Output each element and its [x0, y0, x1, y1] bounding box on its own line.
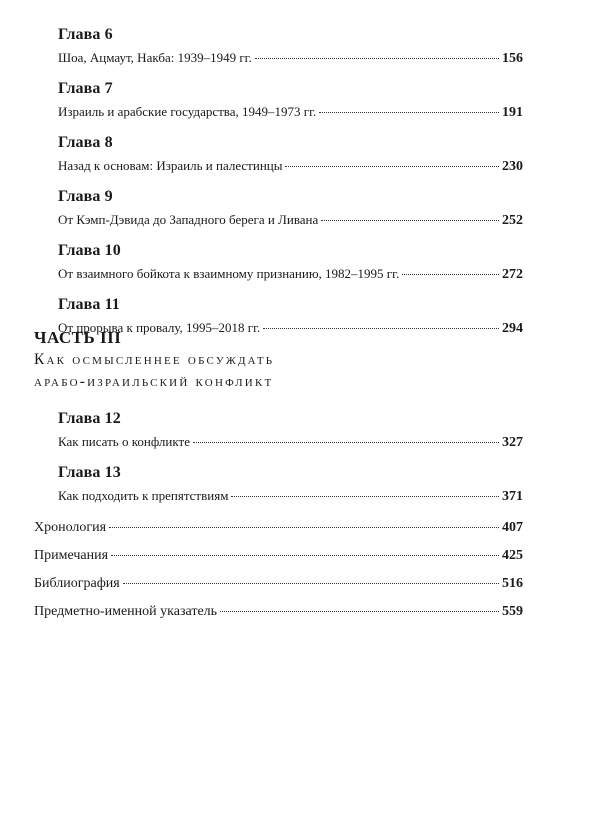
toc-page-number: 425: [502, 548, 523, 563]
part-heading: [34, 328, 534, 392]
chapter-title: Глава 13: [58, 464, 121, 481]
back-matter-entry[interactable]: [34, 604, 523, 632]
toc-entry-title: Как подходить к препятствиям: [58, 488, 229, 503]
chapter-item: [58, 446, 523, 504]
toc-entry-title: Назад к основам: Израиль и палестинцы: [58, 158, 283, 173]
toc-entry-title: Библиография: [34, 576, 120, 591]
toc-page-number: 371: [502, 489, 523, 504]
back-matter-entry[interactable]: [34, 576, 523, 604]
dot-leader: [220, 611, 499, 612]
toc-page-number: 156: [502, 51, 523, 66]
toc-page-number: 191: [502, 105, 523, 120]
toc-page-number: 559: [502, 604, 523, 619]
toc-entry-title: Примечания: [34, 548, 109, 563]
chapter-title: Глава 10: [58, 242, 121, 259]
chapter-title: Глава 12: [58, 410, 121, 427]
toc-entry-title: Как писать о конфликте: [58, 434, 190, 449]
chapter-title: Глава 7: [58, 80, 113, 97]
toc-entry-title: От Кэмп-Дэвида до Западного берега и Ливана: [58, 212, 319, 227]
chapter-item: [58, 116, 523, 174]
chapter-item: [58, 392, 523, 450]
dot-leader: [321, 220, 499, 221]
chapter-item: [58, 8, 523, 66]
chapter-list-part2: [58, 8, 523, 336]
toc-entry[interactable]: [58, 488, 523, 508]
back-matter-list: [34, 520, 523, 632]
dot-leader: [319, 112, 499, 113]
dot-leader: [193, 442, 499, 443]
chapter-title: Глава 9: [58, 188, 113, 205]
toc-page-number: 272: [502, 267, 523, 282]
part-label: ЧАСТЬ III: [34, 328, 122, 347]
toc-page-number: 516: [502, 576, 523, 591]
toc-entry-title: От прорыва к провалу, 1995–2018 гг.: [58, 320, 261, 335]
toc-page-number: 252: [502, 213, 523, 228]
chapter-list-part3: [58, 392, 523, 504]
toc-entry-title: Шоа, Ацмаут, Накба: 1939–1949 гг.: [58, 50, 252, 65]
toc-entry-title: От взаимного бойкота к взаимному признанию, 1982–1995 гг.: [58, 266, 400, 281]
dot-leader: [109, 527, 499, 528]
toc-page-number: 230: [502, 159, 523, 174]
chapter-item: [58, 278, 523, 336]
toc-page-number: 327: [502, 435, 523, 450]
dot-leader: [255, 58, 499, 59]
toc-entry-title: Предметно-именной указатель: [34, 604, 218, 619]
toc-entry-title: Хронология: [34, 520, 107, 535]
toc-page-number: 294: [502, 321, 523, 336]
part-title-line2: арабо-израильский конфликт: [34, 373, 274, 390]
dot-leader: [285, 166, 499, 167]
dot-leader: [231, 496, 499, 497]
back-matter-entry[interactable]: [34, 548, 523, 576]
chapter-item: [58, 170, 523, 228]
chapter-item: [58, 62, 523, 120]
chapter-title: Глава 6: [58, 26, 113, 43]
dot-leader: [111, 555, 499, 556]
chapter-item: [58, 224, 523, 282]
toc-entry-title: Израиль и арабские государства, 1949–1973 гг.: [58, 104, 317, 119]
dot-leader: [123, 583, 499, 584]
chapter-title: Глава 11: [58, 296, 120, 313]
part-title-line1: Как осмысленнее обсуждать: [34, 351, 275, 368]
chapter-title: Глава 8: [58, 134, 113, 151]
back-matter-entry[interactable]: [34, 520, 523, 548]
dot-leader: [402, 274, 499, 275]
toc-page-number: 407: [502, 520, 523, 535]
